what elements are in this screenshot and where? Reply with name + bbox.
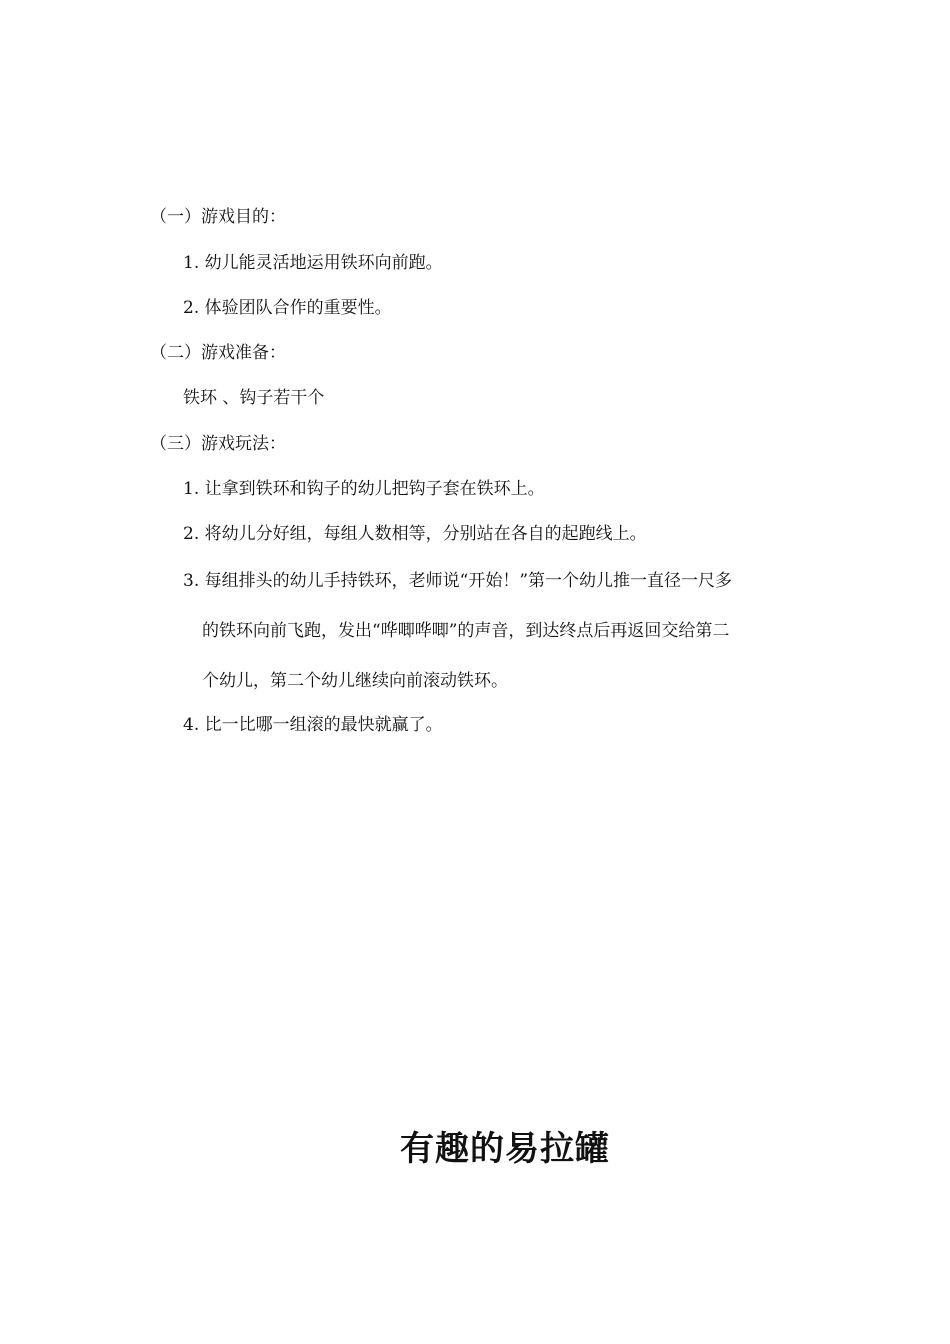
next-section-title: 有趣的易拉罐 — [400, 1129, 610, 1169]
goal-item-1: 1. 幼儿能灵活地运用铁环向前跑。 — [183, 253, 443, 273]
rules-item-4: 4. 比一比哪一组滚的最快就赢了。 — [183, 715, 443, 735]
goal-item-2: 2. 体验团队合作的重要性。 — [183, 298, 392, 318]
section-heading-preparation: （二）游戏准备： — [150, 343, 286, 363]
section-heading-rules: （三）游戏玩法： — [150, 434, 286, 454]
section-heading-goal: （一）游戏目的： — [150, 207, 286, 227]
preparation-item: 铁环 、钩子若干个 — [183, 388, 325, 408]
rules-item-1: 1. 让拿到铁环和钩子的幼儿把钩子套在铁环上。 — [183, 479, 545, 499]
rules-item-3-line-2: 的铁环向前飞跑，发出“哗唧哗唧”的声音，到达终点后再返回交给第二 — [202, 621, 730, 641]
rules-item-2: 2. 将幼儿分好组，每组人数相等，分别站在各自的起跑线上。 — [183, 524, 647, 544]
rules-item-3-line-1: 3. 每组排头的幼儿手持铁环，老师说“开始！”第一个幼儿推一直径一尺多 — [183, 571, 733, 591]
rules-item-3-line-3: 个幼儿，第二个幼儿继续向前滚动铁环。 — [202, 671, 508, 691]
